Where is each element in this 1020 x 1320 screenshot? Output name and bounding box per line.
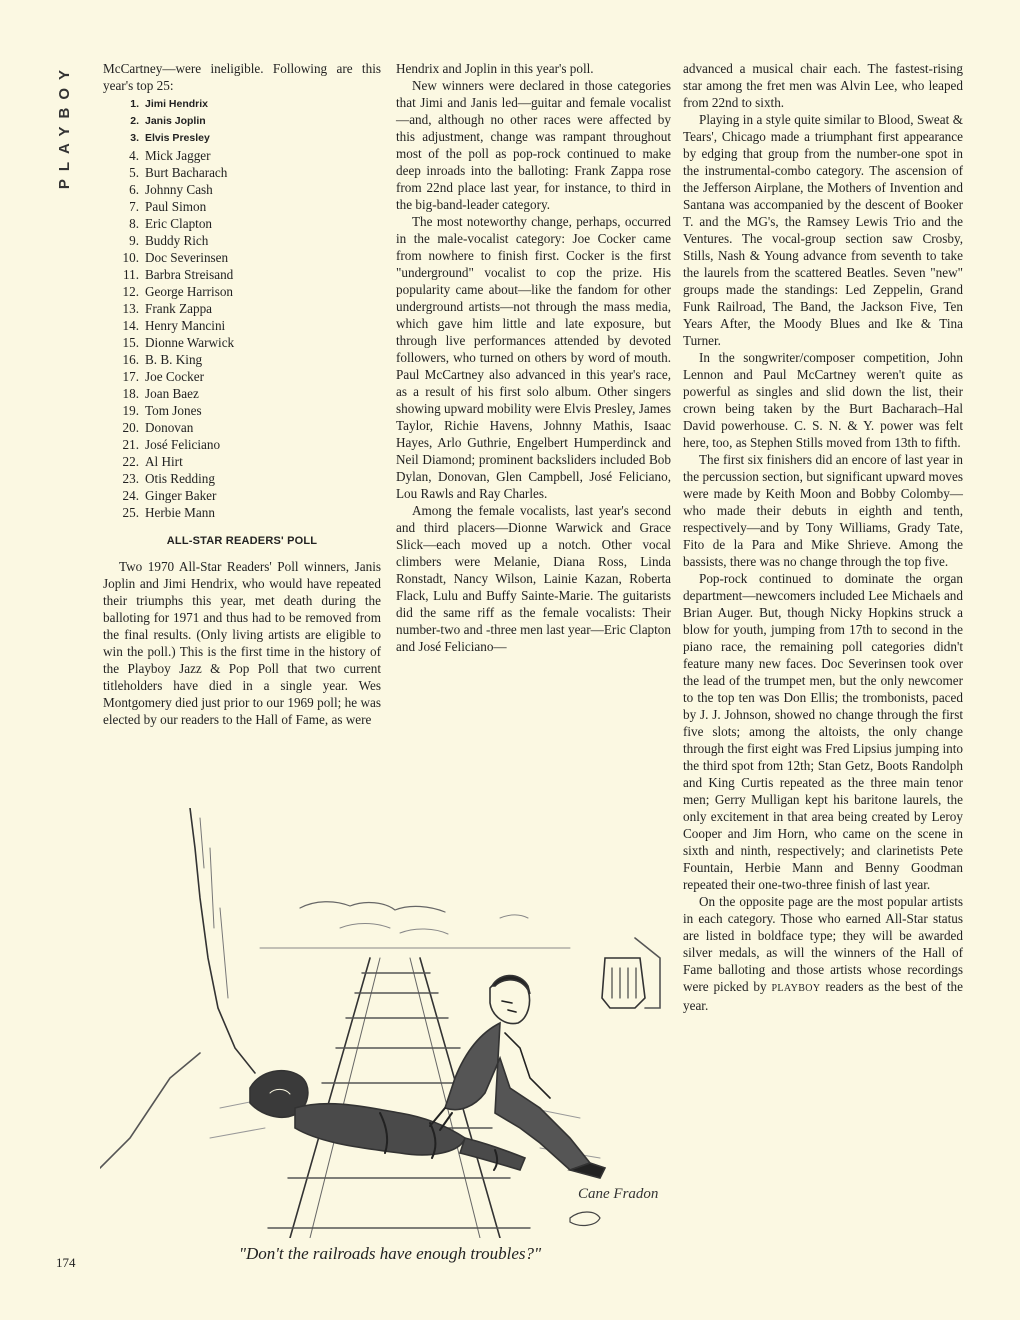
cartoon-illustration [100, 808, 670, 1238]
rank-number: 19. [122, 403, 139, 418]
artist-name: Janis Joplin [145, 115, 206, 127]
column-2 [396, 60, 671, 655]
masthead: PLAYBOY [56, 62, 73, 190]
rank-number: 10. [122, 250, 139, 265]
artist-name: Mick Jagger [145, 148, 211, 163]
rank-number: 14. [122, 318, 139, 333]
p6-text-after: readers as the best of the year. [683, 979, 963, 1013]
top-25-list-item [103, 487, 381, 504]
rank-number: 4. [129, 148, 139, 163]
rank-number: 1. [130, 98, 139, 110]
artist-name: Joe Cocker [145, 369, 204, 384]
artist-name: Burt Bacharach [145, 165, 228, 180]
artist-name: Tom Jones [145, 403, 202, 418]
column-1-paragraph: Two 1970 All-Star Readers' Poll winners, Janis Joplin and Jimi Hendrix, who would have repeated their triumphs this year, met death during the balloting for 1971 and thus had to be removed from the final results. (Only living artists are eligible to win the poll.) This is the first time in the history of the Playboy Jazz & Pop Poll that two current titleholders have died in a single year. Wes Montgomery died just prior to our 1969 poll; he was elected by our readers to the Hall of Fame, as were [103, 559, 381, 727]
rank-number: 5. [129, 165, 139, 180]
p6-text-before: On the opposite page are the most popular artists in each category. Those who earned All-Star status are listed in boldface type; they will be awarded silver medals, as will the winners of the Hall of Fame balloting and those artists whose recordings were picked by [683, 894, 963, 994]
artist-name: Eric Clapton [145, 216, 213, 231]
top-25-list-item [103, 470, 381, 487]
cartoon-drawing [100, 808, 670, 1238]
rank-number: 7. [129, 199, 139, 214]
artist-name: Jimi Hendrix [145, 98, 209, 110]
rank-number: 13. [122, 301, 139, 316]
top-25-list-item [103, 402, 381, 419]
top-25-list-item [103, 96, 381, 113]
column-3-paragraph-5: Pop-rock continued to dominate the organ department—newcomers included Lee Michaels and Brian Auger. But, though Nicky Hopkins struck a blow for youth, jumping from 17th to second in the piano race, the remaining poll categories didn't feature many new faces. Doc Severinsen took over the lead of the trumpet men, but the only newcomer to the top ten was Don Ellis; the trombonists, paced by J. J. Johnson, showed no change through the first five slots; among the altoists, the only change through the first eight was Fred Lipsius jumping into the third spot from 12th; Stan Getz, Boots Randolph and King Curtis repeated as the three main tenor men; Gerry Mulligan kept his baritone laurels, the only excitement in that area being created by Leroy Cooper and Jim Horn, who came on the scene in sixth and ninth, respectively; and clarinetists Pete Fountain, Herbie Mann and Benny Goodman repeated their one-two-three finish of last year. [683, 571, 963, 892]
top-25-list-item [103, 130, 381, 147]
top-25-list-item [103, 351, 381, 368]
artist-name: Dionne Warwick [145, 335, 235, 350]
artist-name: Donovan [145, 420, 194, 435]
rank-number: 17. [122, 369, 139, 384]
artist-name: Al Hirt [145, 454, 183, 469]
artist-name: Ginger Baker [145, 488, 217, 503]
rank-number: 12. [122, 284, 139, 299]
artist-name: Paul Simon [145, 199, 207, 214]
artist-name: Buddy Rich [145, 233, 209, 248]
rank-number: 3. [130, 132, 139, 144]
top-25-list-item [103, 419, 381, 436]
cartoonist-signature: Cane Fradon [578, 1186, 659, 1202]
top-25-list-item [103, 283, 381, 300]
rank-number: 8. [129, 216, 139, 231]
artist-name: Joan Baez [145, 386, 199, 401]
artist-name: B. B. King [145, 352, 203, 367]
artist-name: George Harrison [145, 284, 234, 299]
rank-number: 15. [122, 335, 139, 350]
column-2-paragraph-1: Hendrix and Joplin in this year's poll. [396, 61, 594, 76]
rank-number: 21. [122, 437, 139, 452]
top-25-list-item [103, 385, 381, 402]
column-2-paragraph-4: Among the female vocalists, last year's second and third placers—Dionne Warwick and Grace Slick—each moved up a notch. Other vocal climbers were Melanie, Diana Ross, Linda Ronstadt, Nancy Wilson, Lainie Kazan, Roberta Flack, Lulu and Buffy Sainte-Marie. The guitarists did the same riff as the female vocalists: Their number-two and -three men last year—Eric Clapton and José Feliciano— [396, 503, 671, 654]
artist-name: José Feliciano [145, 437, 221, 452]
rank-number: 20. [122, 420, 139, 435]
column-3-paragraph-6 [683, 893, 963, 1014]
top-25-list-item [103, 300, 381, 317]
rank-number: 6. [129, 182, 139, 197]
column-3 [683, 60, 963, 1014]
rank-number: 11. [123, 267, 139, 282]
top-25-list-item [103, 232, 381, 249]
artist-name: Elvis Presley [145, 132, 210, 144]
top-25-list-item [103, 215, 381, 232]
artist-name: Henry Mancini [145, 318, 226, 333]
column-3-paragraph-4: The first six finishers did an encore of last year in the percussion section, but significant upward moves were made by Keith Moon and Bobby Colomby—who made their debuts in eighth and tenth, respectively—and by Tony Williams, Grady Tate, Fito de la Para and Mike Shrieve. Among the bassists, there was no change through the top five. [683, 452, 963, 569]
rank-number: 25. [122, 505, 139, 520]
top-25-list-item [103, 198, 381, 215]
column-3-paragraph-2: Playing in a style quite similar to Blood, Sweat & Tears', Chicago made a triumphant first appearance by edging that group from the number-one spot in the instrumental-combo category. The ascension of the Jefferson Airplane, the Mothers of Invention and Santana was accompanied by the descent of Booker T. and the MG's, the Ramsey Lewis Trio and the Ventures. The vocal-group section saw Crosby, Stills, Nash & Young advance from seventh to take the laurels from the scattered Beatles. Seven "new" groups made the standings: Led Zeppelin, Grand Funk Railroad, The Band, the Jackson Five, Ten Years After, the Moody Blues and Ike & Tina Turner. [683, 112, 963, 348]
rank-number: 2. [130, 115, 139, 127]
top-25-list-item [103, 334, 381, 351]
top-25-list-item [103, 147, 381, 164]
artist-name: Frank Zappa [145, 301, 213, 316]
artist-name: Otis Redding [145, 471, 215, 486]
top-25-list-item [103, 453, 381, 470]
artist-name: Doc Severinsen [145, 250, 229, 265]
playboy-brand: PLAYBOY [771, 983, 821, 994]
column-1 [103, 60, 381, 728]
top-25-list-item [103, 164, 381, 181]
artist-name: Herbie Mann [145, 505, 215, 520]
column-3-paragraph-1: advanced a musical chair each. The fastest-rising star among the fret men was Alvin Lee, who leaped from 22nd to sixth. [683, 61, 963, 110]
artist-name: Barbra Streisand [145, 267, 234, 282]
section-heading: ALL-STAR READERS' POLL [166, 535, 318, 547]
rank-number: 24. [122, 488, 139, 503]
column-3-paragraph-3: In the songwriter/composer competition, John Lennon and Paul McCartney weren't quite as powerful as singles and slid down the list, their crown being taken by the Burt Bacharach–Hal David powerhouse. C. S. N. & Y. power was felt here, too, as Stephen Stills moved from 13th to fifth. [683, 350, 963, 450]
top-25-list-item [103, 504, 381, 521]
top-25-list-item [103, 113, 381, 130]
rank-number: 16. [122, 352, 139, 367]
artist-name: Johnny Cash [145, 182, 213, 197]
top-25-list [103, 96, 381, 521]
column-1-intro: McCartney—were ineligible. Following are this year's top 25: [103, 61, 381, 93]
column-2-paragraph-3: The most noteworthy change, perhaps, occurred in the male-vocalist category: Joe Cocker came from nowhere to finish first. Cocker is the first "underground" vocalist to cop the prize. His popularity came about—like the fandom for other underground artists—not through the mass media, which gave him little and late exposure, but through live performances attended by devoted followers, who turned on others by word of mouth. Paul McCartney also advanced in this year's race, as a result of his first solo album. Other singers showing upward mobility were Elvis Presley, James Taylor, Richie Havens, Johnny Mathis, Isaac Hayes, Arlo Guthrie, Engelbert Humperdinck and Neil Diamond; prominent backsliders included Bob Dylan, Donovan, Glen Campbell, José Feliciano, Lou Rawls and Ray Charles. [396, 214, 671, 501]
top-25-list-item [103, 317, 381, 334]
column-2-paragraph-2: New winners were declared in those categories that Jimi and Janis led—guitar and female vocalist—and, although no other races were affected by this adjustment, change was rampant throughout most of the poll as pop-rock continued to make deep inroads into the balloting: Frank Zappa rose from 22nd place last year, for instance, to third in the big-band-leader category. [396, 78, 671, 212]
rank-number: 9. [129, 233, 139, 248]
rank-number: 18. [122, 386, 139, 401]
top-25-list-item [103, 436, 381, 453]
page-number: 174 [56, 1255, 76, 1270]
cartoon-caption: "Don't the railroads have enough troubles?" [238, 1244, 542, 1263]
top-25-list-item [103, 181, 381, 198]
top-25-list-item [103, 368, 381, 385]
rank-number: 22. [122, 454, 139, 469]
top-25-list-item [103, 266, 381, 283]
rank-number: 23. [122, 471, 139, 486]
top-25-list-item [103, 249, 381, 266]
